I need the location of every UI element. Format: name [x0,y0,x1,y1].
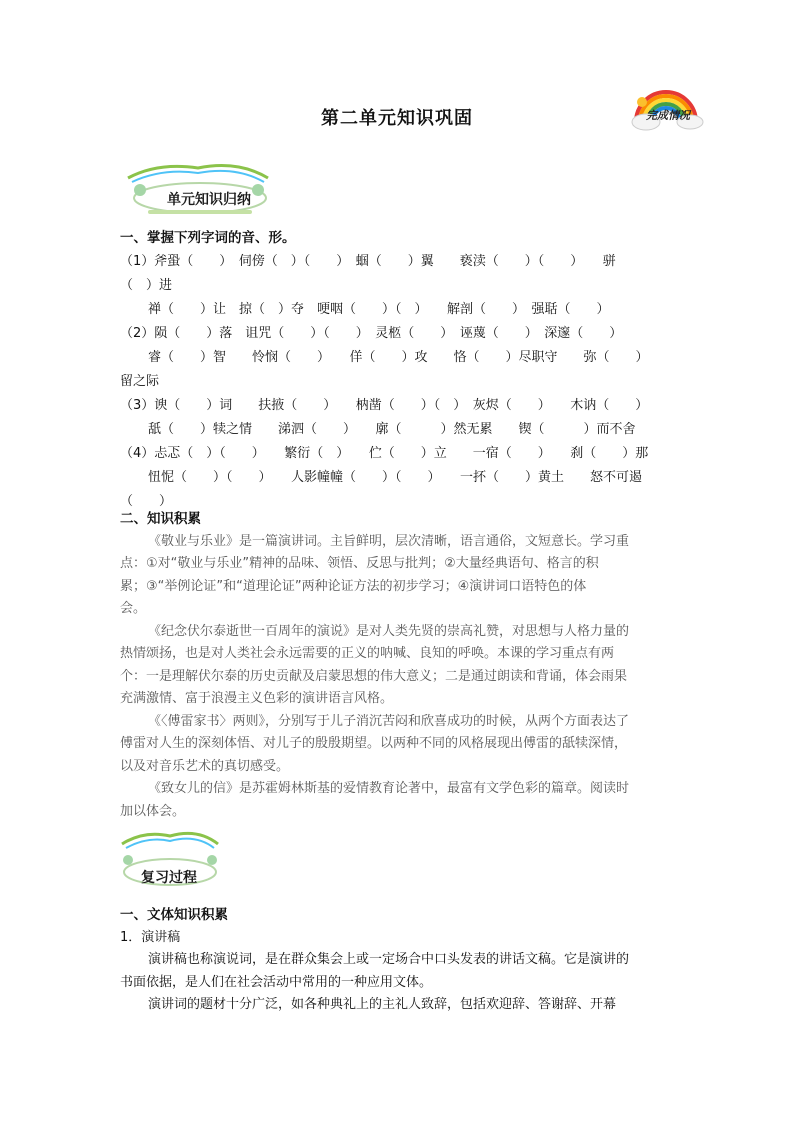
vocab-line: （ ）进 [120,278,173,293]
paragraph-line: 书面依据，是人们在社会活动中常用的一种应用文体。 [120,974,433,990]
banner-summary-label: 单元知识归纳 [167,192,251,208]
vocab-line: （4）忐忑（ ）（ ） 繁衍（ ） 伫（ ）立 一宿（ ） 刹（ ）那 [120,446,649,461]
banner-review-label: 复习过程 [141,870,197,886]
vocab-line: 睿（ ）智 怜悯（ ） 佯（ ）攻 恪（ ）尽职守 弥（ ） [148,350,649,365]
subheading: 1．演讲稿 [120,929,181,945]
paragraph-line: 演讲词的题材十分广泛，如各种典礼上的主礼人致辞，包括欢迎辞、答谢辞、开幕 [148,997,617,1012]
section-heading: 一、掌握下列字词的音、形。 [120,230,296,246]
paragraph-line: 充满激情、富于浪漫主义色彩的演讲语言风格。 [120,691,394,706]
paragraph-line: 个：一是理解伏尔泰的历史贡献及启蒙思想的伟大意义；二是通过朗读和背诵，体会雨果 [120,668,628,684]
vocab-line: 留之际 [120,374,160,389]
paragraph-line: 《致女儿的信》是苏霍姆林斯基的爱情教育论著中，最富有文学色彩的篇章。阅读时 [148,781,630,796]
paragraph-line: 以及对音乐艺术的真切感受。 [120,758,290,774]
paragraph-line: 傅雷对人生的深刻体悟、对儿子的殷殷期望。以两种不同的风格展现出傅雷的舐犊深情， [120,736,628,751]
page-title: 第二单元知识巩固 [321,108,473,129]
paragraph-line: 《纪念伏尔泰逝世一百周年的演说》是对人类先贤的崇高礼赞，对思想与人格力量的 [148,623,630,639]
paragraph-line: 点：①对“敬业与乐业”精神的品味、领悟、反思与批判；②大量经典语句、格言的积 [120,556,599,571]
vocab-line: （1）斧蛩（ ） 伺傍（ ）（ ） 蝈（ ）翼 亵渎（ ）（ ） 骈 [120,254,616,269]
paragraph-line: 加以体会。 [120,803,186,819]
vocab-section [120,226,676,514]
genre-section [120,904,676,1017]
vocab-line: 禅（ ）让 掠（ ）夺 哽咽（ ）（ ） 解剖（ ） 强聒（ ） [148,302,610,317]
vocab-line: （ ） [120,494,173,509]
paragraph-line: 累；③“举例论证”和“道理论证”两种论证方法的初步学习；④演讲词口语特色的体 [120,578,587,594]
paragraph-line: 热情颂扬，也是对人类社会永远需要的正义的呐喊、良知的呼唤。本课的学习重点有两 [120,646,615,661]
section-heading: 一、文体知识积累 [120,907,228,923]
paragraph-line: 《〈傅雷家书〉两则》，分别写于儿子消沉苦闷和欣喜成功的时候，从两个方面表达了 [148,713,630,729]
knowledge-section [120,508,676,823]
vocab-line: （3）谀（ ）词 扶掖（ ） 枘凿（ ）（ ） 灰烬（ ） 木讷（ ） [120,398,649,413]
paragraph-line: 《敬业与乐业》是一篇演讲词。主旨鲜明，层次清晰，语言通俗，文短意长。学习重 [148,533,630,549]
vocab-line: 舐（ ）犊之情 涕泗（ ） 廓（ ）然无累 锲（ ）而不舍 [148,422,636,437]
section-heading: 二、知识积累 [120,511,201,527]
paragraph-line: 会。 [120,601,147,616]
vocab-line: 忸怩（ ）（ ） 人影幢幢（ ）（ ） 一抔（ ）黄土 怒不可遏 [148,470,643,485]
vocab-line: （2）陨（ ）落 诅咒（ ）（ ） 灵柩（ ） 诬蔑（ ） 深邃（ ） [120,326,623,341]
paragraph-line: 演讲稿也称演说词，是在群众集会上或一定场合中口头发表的讲话文稿。它是演讲的 [148,952,630,967]
badge-label: 完成情况 [646,109,690,122]
